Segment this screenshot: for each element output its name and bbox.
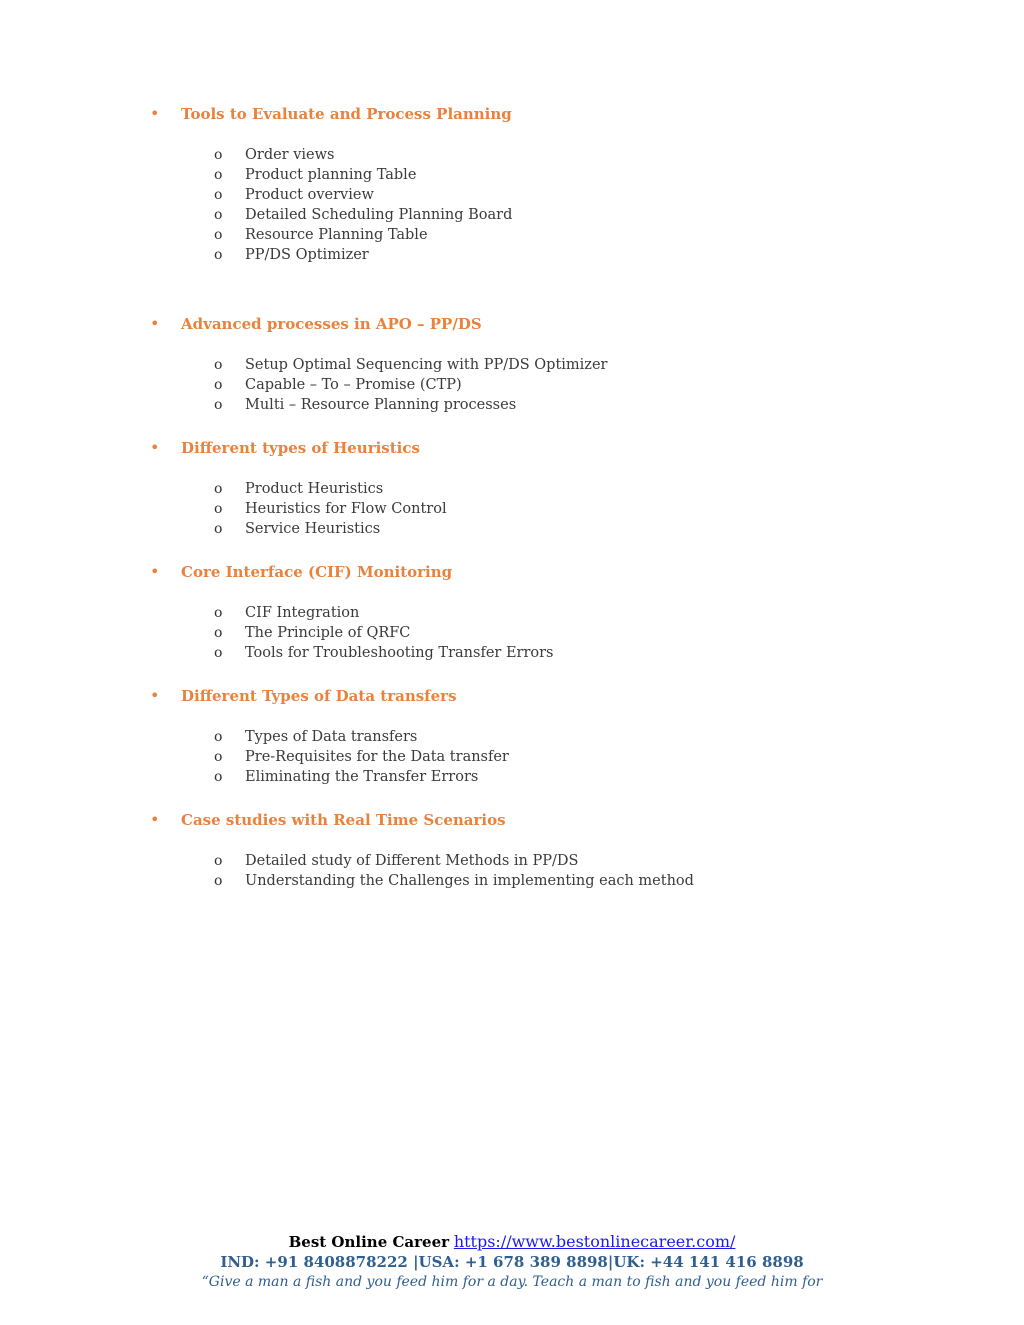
list-item-text: Product overview xyxy=(245,187,374,203)
list-item-text: Capable – To – Promise (CTP) xyxy=(245,377,462,393)
list-item-text: Resource Planning Table xyxy=(245,227,428,243)
list-item xyxy=(150,245,970,265)
list-item xyxy=(150,355,970,375)
section-heuristics xyxy=(150,437,970,539)
section-heading: Core Interface (CIF) Monitoring xyxy=(181,563,453,581)
sub-list xyxy=(150,355,970,415)
circle-bullet-icon: o xyxy=(214,147,223,163)
sub-list xyxy=(150,145,970,265)
list-item xyxy=(150,727,970,747)
list-item xyxy=(150,205,970,225)
section-advanced-processes xyxy=(150,313,970,415)
section-heading: Case studies with Real Time Scenarios xyxy=(181,811,506,829)
circle-bullet-icon: o xyxy=(214,227,223,243)
list-item xyxy=(150,643,970,663)
list-item xyxy=(150,165,970,185)
circle-bullet-icon: o xyxy=(214,625,223,641)
list-item-text: Pre-Requisites for the Data transfer xyxy=(245,749,509,765)
bullet-icon: • xyxy=(150,438,160,457)
list-item xyxy=(150,871,970,891)
list-item xyxy=(150,603,970,623)
list-item-text: Detailed study of Different Methods in PP/DS xyxy=(245,853,579,869)
list-item-text: CIF Integration xyxy=(245,605,360,621)
circle-bullet-icon: o xyxy=(214,247,223,263)
section-tools-evaluate xyxy=(150,103,970,265)
list-item-text: Product planning Table xyxy=(245,167,417,183)
section-heading: Different types of Heuristics xyxy=(181,439,420,457)
list-item xyxy=(150,499,970,519)
list-item-text: Service Heuristics xyxy=(245,521,381,537)
list-item-text: Types of Data transfers xyxy=(245,729,418,745)
list-item-text: The Principle of QRFC xyxy=(245,625,411,641)
list-item-text: Detailed Scheduling Planning Board xyxy=(245,207,513,223)
section-heading: Tools to Evaluate and Process Planning xyxy=(181,105,512,123)
list-item-text: Setup Optimal Sequencing with PP/DS Optimizer xyxy=(245,357,608,373)
circle-bullet-icon: o xyxy=(214,207,223,223)
bullet-icon: • xyxy=(150,562,160,581)
circle-bullet-icon: o xyxy=(214,501,223,517)
list-item-text: PP/DS Optimizer xyxy=(245,247,369,263)
section-heading: Different Types of Data transfers xyxy=(181,687,457,705)
list-item xyxy=(150,479,970,499)
bullet-icon: • xyxy=(150,810,160,829)
section-data-transfers xyxy=(150,685,970,787)
footer-quote: “Give a man a fish and you feed him for a day. Teach a man to fish and you feed him for xyxy=(201,1274,823,1290)
circle-bullet-icon: o xyxy=(214,521,223,537)
sub-list xyxy=(150,479,970,539)
circle-bullet-icon: o xyxy=(214,749,223,765)
footer-brand-name: Best Online Career xyxy=(288,1233,450,1251)
page-footer xyxy=(0,1232,1024,1292)
list-item-text: Multi – Resource Planning processes xyxy=(245,397,517,413)
list-item xyxy=(150,225,970,245)
list-item-text: Order views xyxy=(245,147,335,163)
circle-bullet-icon: o xyxy=(214,187,223,203)
section-heading: Advanced processes in APO – PP/DS xyxy=(181,315,482,333)
bullet-icon: • xyxy=(150,686,160,705)
list-item xyxy=(150,185,970,205)
circle-bullet-icon: o xyxy=(214,357,223,373)
list-item-text: Product Heuristics xyxy=(245,481,384,497)
list-item-text: Eliminating the Transfer Errors xyxy=(245,769,479,785)
circle-bullet-icon: o xyxy=(214,397,223,413)
list-item xyxy=(150,767,970,787)
sub-list xyxy=(150,727,970,787)
list-item xyxy=(150,145,970,165)
list-item xyxy=(150,395,970,415)
list-item-text: Understanding the Challenges in implementing each method xyxy=(245,873,694,889)
circle-bullet-icon: o xyxy=(214,769,223,785)
circle-bullet-icon: o xyxy=(214,481,223,497)
list-item xyxy=(150,747,970,767)
sub-list xyxy=(150,603,970,663)
section-cif-monitoring xyxy=(150,561,970,663)
list-item xyxy=(150,851,970,871)
bullet-icon: • xyxy=(150,104,160,123)
footer-brand-line xyxy=(0,1232,1024,1252)
bullet-icon: • xyxy=(150,314,160,333)
circle-bullet-icon: o xyxy=(214,645,223,661)
circle-bullet-icon: o xyxy=(214,377,223,393)
footer-contacts: IND: +91 8408878222 |USA: +1 678 389 8898|UK: +44 141 416 8898 xyxy=(220,1253,804,1271)
circle-bullet-icon: o xyxy=(214,873,223,889)
circle-bullet-icon: o xyxy=(214,167,223,183)
list-item xyxy=(150,519,970,539)
list-item-text: Heuristics for Flow Control xyxy=(245,501,447,517)
list-item-text: Tools for Troubleshooting Transfer Errors xyxy=(245,645,554,661)
circle-bullet-icon: o xyxy=(214,605,223,621)
circle-bullet-icon: o xyxy=(214,853,223,869)
section-case-studies xyxy=(150,809,970,891)
circle-bullet-icon: o xyxy=(214,729,223,745)
list-item xyxy=(150,623,970,643)
footer-website-link[interactable]: https://www.bestonlinecareer.com/ xyxy=(453,1232,736,1251)
sub-list xyxy=(150,851,970,891)
list-item xyxy=(150,375,970,395)
